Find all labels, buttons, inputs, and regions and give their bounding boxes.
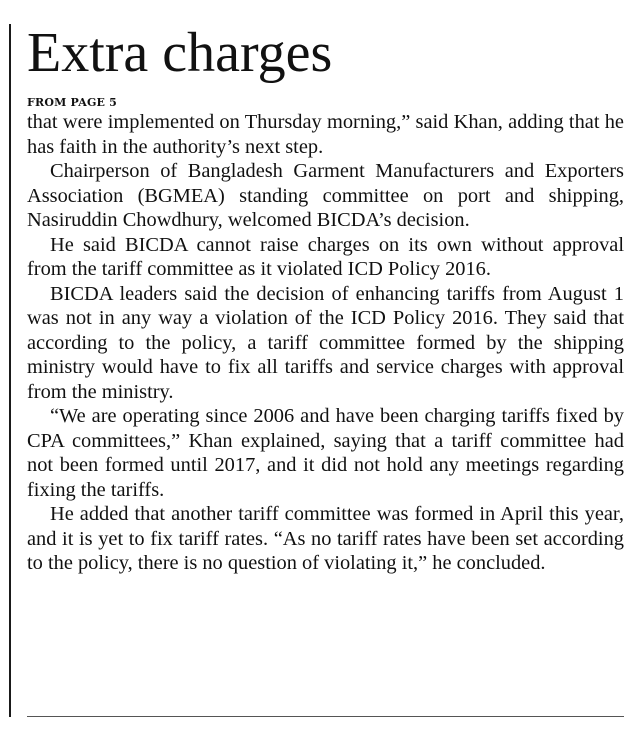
paragraph: BICDA leaders said the decision of enhancing tariffs from August 1 was not in any way a violation of the ICD Policy 2016. They said that according to the policy, a tariff committee formed by the shipping ministry would have to fix all tariffs and service charges with approval from the ministry. — [27, 282, 624, 403]
paragraph: that were implemented on Thursday morning,” said Khan, adding that he has faith in the authority’s next step. — [27, 111, 624, 158]
jump-line: FROM PAGE 5 — [27, 96, 118, 109]
paragraph: Chairperson of Bangladesh Garment Manufacturers and Exporters Association (BGMEA) standing committee on port and shipping, Nasiruddin Chowdhury, welcomed BICDA’s decision. — [27, 160, 624, 231]
article-body — [27, 110, 624, 576]
paragraph: “We are operating since 2006 and have been charging tariffs fixed by CPA committees,” Khan explained, saying that a tariff committee had not been formed until 2017, and it did not hold any meetings regarding fixing the tariffs. — [27, 405, 624, 501]
bottom-rule — [27, 716, 624, 717]
article — [27, 14, 624, 576]
paragraph: He said BICDA cannot raise charges on its own without approval from the tariff committee as it violated ICD Policy 2016. — [27, 233, 624, 280]
column-rule-left — [9, 24, 11, 717]
headline: Extra charges — [27, 22, 333, 84]
paragraph: He added that another tariff committee was formed in April this year, and it is yet to fix tariff rates. “As no tariff rates have been set according to the policy, there is no question of violating it,” he concluded. — [27, 503, 624, 574]
